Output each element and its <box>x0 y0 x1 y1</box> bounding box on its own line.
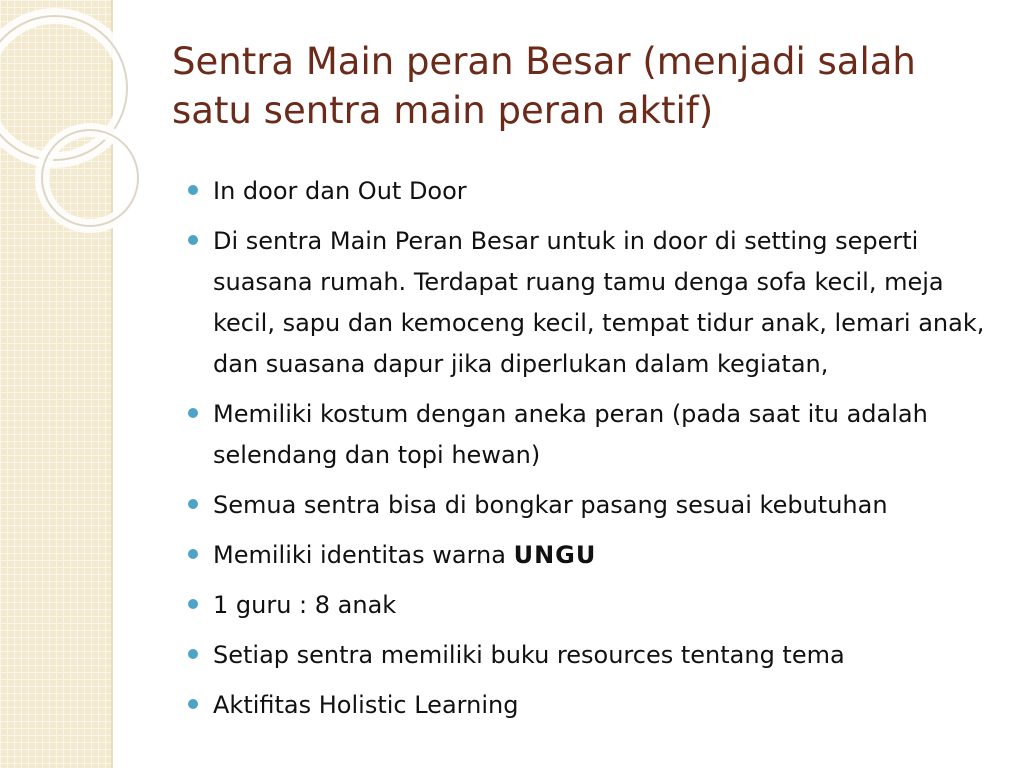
bullet-dot-icon <box>188 408 198 418</box>
bullet-text: In door dan Out Door <box>213 177 467 205</box>
bullet-item <box>188 221 988 385</box>
bullet-dot-icon <box>188 599 198 609</box>
bullet-item <box>188 685 988 726</box>
bullet-text: Di sentra Main Peran Besar untuk in door di setting seperti suasana rumah. Terdapat ruang tamu denga sofa kecil, meja kecil, sapu dan kemoceng kecil, tempat tidur anak, lemari anak, dan suasana dapur jika diperlukan dalam kegiatan, <box>213 227 985 378</box>
bullet-item <box>188 485 988 526</box>
bullet-dot-icon <box>188 549 198 559</box>
bullet-list <box>188 171 988 735</box>
bullet-text: Setiap sentra memiliki buku resources tentang tema <box>213 641 845 669</box>
slide-title: Sentra Main peran Besar (menjadi salah satu sentra main peran aktif) <box>172 40 916 132</box>
bullet-dot-icon <box>188 185 198 195</box>
bullet-text: Semua sentra bisa di bongkar pasang sesuai kebutuhan <box>213 491 888 519</box>
bullet-dot-icon <box>188 499 198 509</box>
bullet-dot-icon <box>188 699 198 709</box>
decorative-rings-icon <box>0 0 180 260</box>
bullet-text: Memiliki kostum dengan aneka peran (pada saat itu adalah selendang dan topi hewan) <box>213 400 928 469</box>
bullet-item <box>188 635 988 676</box>
bullet-item <box>188 535 988 576</box>
bullet-text: Memiliki identitas warna <box>213 541 514 569</box>
bullet-item <box>188 171 988 212</box>
bullet-bold-text: UNGU <box>513 541 597 569</box>
bullet-text: Aktifitas Holistic Learning <box>213 691 519 719</box>
bullet-text: 1 guru : 8 anak <box>213 591 397 619</box>
bullet-dot-icon <box>188 235 198 245</box>
bullet-item <box>188 394 988 476</box>
bullet-item <box>188 585 988 626</box>
bullet-dot-icon <box>188 649 198 659</box>
